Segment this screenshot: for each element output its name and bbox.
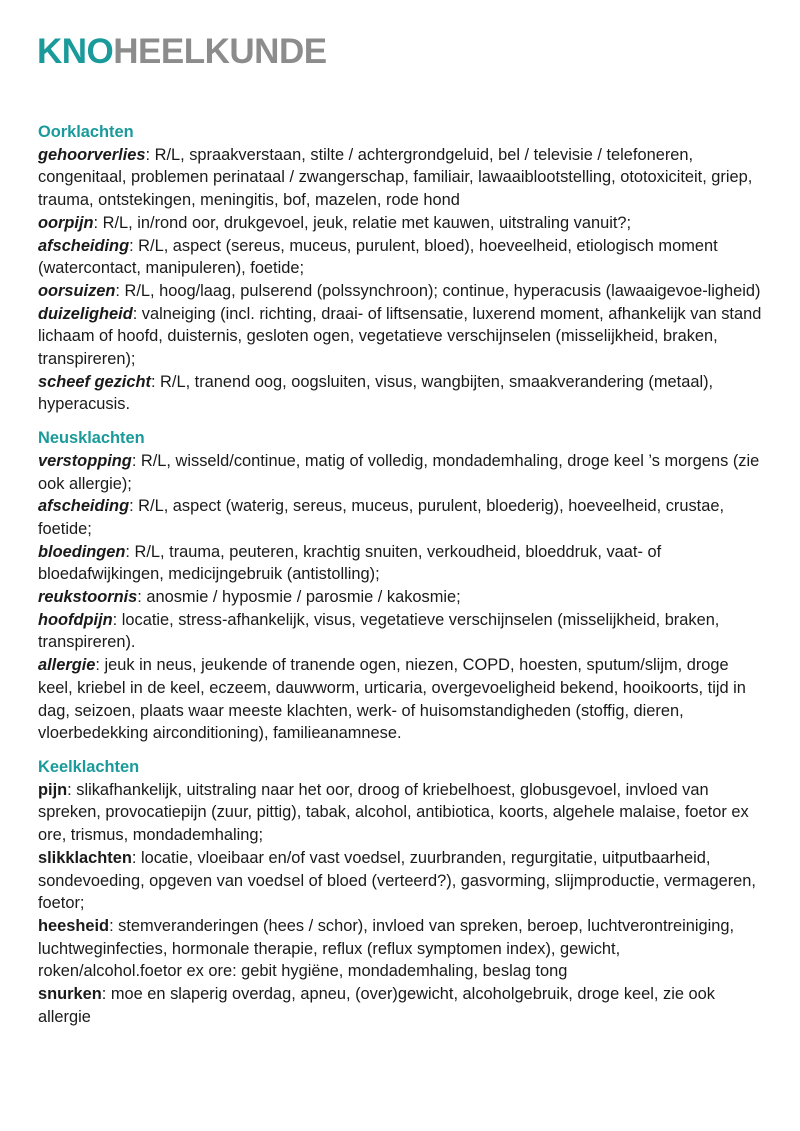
entry-description: : R/L, in/rond oor, drukgevoel, jeuk, relatie met kauwen, uitstraling vanuit?; <box>93 213 632 232</box>
entry-allergie <box>38 654 764 745</box>
entry-term: allergie <box>38 656 96 675</box>
entry-afscheiding <box>38 235 764 280</box>
entry-term: heesheid <box>38 916 110 935</box>
section-keelklachten <box>38 756 764 1028</box>
section-oorklachten <box>38 121 764 416</box>
entry-term: oorpijn <box>38 213 94 232</box>
section-heading: Keelklachten <box>38 757 140 776</box>
entry-description: : R/L, aspect (waterig, sereus, muceus, purulent, bloederig), hoeveelheid, crustae, foetide; <box>38 497 725 538</box>
entry-description: : R/L, spraakverstaan, stilte / achtergrondgeluid, bel / televisie / telefoneren, congenitaal, problemen perinataal / zwangerschap, familiair, lawaaiblootstelling, ototoxiciteit, griep, trauma, ontstekingen, meningitis, bof, mazelen, rode hond <box>38 145 753 210</box>
entry-description: : slikafhankelijk, uitstraling naar het oor, droog of kriebelhoest, globusgevoel, invloed van spreken, provocatiepijn (zuur, pittig), tabak, alcohol, antibiotica, koorts, algehele malaise, foetor ex ore, trismus, mondademhaling; <box>38 780 749 845</box>
entry-heesheid <box>38 915 764 983</box>
entry-slikklachten <box>38 847 764 915</box>
entry-oorsuizen <box>38 280 764 303</box>
entry-description: : valneiging (incl. richting, draai- of liftsensatie, luxerend moment, afhankelijk van stand lichaam of hoofd, duisternis, gesloten ogen, vegetatieve verschijnselen (misselijkheid, braken, transpireren); <box>38 304 762 369</box>
entry-term: snurken <box>38 985 102 1004</box>
entry-description: : stemveranderingen (hees / schor), invloed van spreken, beroep, luchtverontreiniging, luchtweginfecties, hormonale therapie, reflux (reflux symptomen index), gewicht, roken/alcohol.foetor ex ore: gebit hygiëne, mondademhaling, beslag tong <box>38 916 735 981</box>
entry-reukstoornis <box>38 586 764 609</box>
section-neusklachten <box>38 427 764 745</box>
entry-duizeligheid <box>38 303 764 371</box>
page-title <box>37 30 327 74</box>
entry-snurken <box>38 983 764 1028</box>
entry-verstopping <box>38 450 764 495</box>
entry-description: : locatie, vloeibaar en/of vast voedsel, zuurbranden, regurgitatie, uitputbaarheid, sondevoeding, opgeven van voedsel of bloed (verteerd?), gasvorming, slijmproductie, vermageren, foetor; <box>38 848 756 913</box>
entry-description: : R/L, wisseld/continue, matig of volledig, mondademhaling, droge keel ’s morgens (zie ook allergie); <box>38 451 760 493</box>
entry-term: hoofdpijn <box>38 610 113 629</box>
entry-term: pijn <box>38 780 68 799</box>
entry-term: verstopping <box>38 451 132 470</box>
entry-description: : R/L, tranend oog, oogsluiten, visus, wangbijten, smaakverandering (metaal), hyperacusis. <box>38 372 714 414</box>
section-heading: Neusklachten <box>38 429 145 448</box>
entry-term: bloedingen <box>38 542 126 561</box>
title-rest: HEELKUNDE <box>113 32 327 71</box>
entry-term: afscheiding <box>38 497 130 516</box>
entry-gehoorverlies <box>38 144 764 212</box>
title-accent: KNO <box>37 32 114 71</box>
entry-description: : anosmie / hyposmie / parosmie / kakosmie; <box>137 588 461 607</box>
entry-pijn <box>38 779 764 847</box>
entry-description: : R/L, aspect (sereus, muceus, purulent, bloed), hoeveelheid, etiologisch moment (watercontact, manipuleren), foetide; <box>38 236 718 278</box>
entry-term: slikklachten <box>38 848 132 867</box>
entry-description: : R/L, hoog/laag, pulserend (polssynchroon); continue, hyperacusis (lawaaigevoe-ligheid) <box>115 281 761 300</box>
entry-description: : R/L, trauma, peuteren, krachtig snuiten, verkoudheid, bloeddruk, vaat- of bloedafwijkingen, medicijngebruik (antistolling); <box>38 542 662 584</box>
section-heading: Oorklachten <box>38 123 134 141</box>
entry-description: : locatie, stress-afhankelijk, visus, vegetatieve verschijnselen (misselijkheid, braken, transpireren). <box>38 610 720 652</box>
entry-term: afscheiding <box>38 236 130 255</box>
entry-term: reukstoornis <box>38 588 138 607</box>
entry-hoofdpijn <box>38 609 764 654</box>
entry-bloedingen <box>38 541 764 586</box>
entry-term: oorsuizen <box>38 281 116 300</box>
entry-description: : jeuk in neus, jeukende of tranende ogen, niezen, COPD, hoesten, sputum/slijm, droge keel, kriebel in de keel, eczeem, dauwworm, urticaria, overgevoeligheid bekend, hooikoorts, tijd in dag, seizoen, plaats waar meeste klachten, werk- of huisomstandigheden (stoffig, dieren, vloerbedekking airconditioning), familieanamnese. <box>38 656 746 743</box>
entry-term: gehoorverlies <box>38 145 146 164</box>
entry-scheef-gezicht <box>38 371 764 416</box>
document-body <box>38 121 764 1039</box>
entry-oorpijn <box>38 212 764 235</box>
entry-description: : moe en slaperig overdag, apneu, (over)gewicht, alcoholgebruik, droge keel, zie ook allergie <box>38 985 715 1026</box>
entry-term: duizeligheid <box>38 304 133 323</box>
entry-afscheiding <box>38 495 764 540</box>
entry-term: scheef gezicht <box>38 372 151 391</box>
